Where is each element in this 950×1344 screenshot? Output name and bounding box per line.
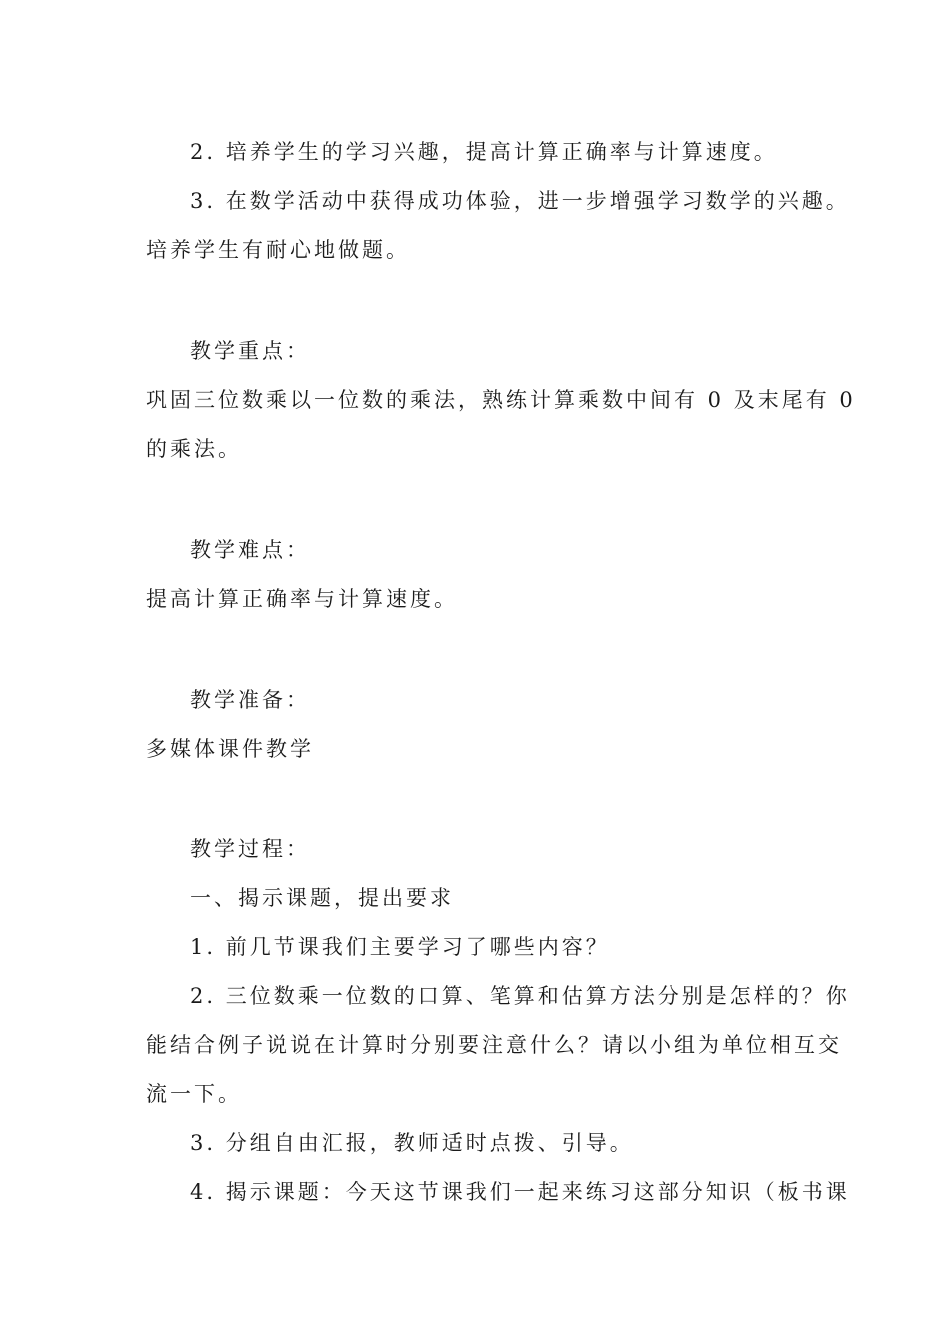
step-1: 1. 前几节课我们主要学习了哪些内容？ <box>190 935 610 959</box>
key-points-line-1: 巩固三位数乘以一位数的乘法，熟练计算乘数中间有 0 及末尾有 0 <box>146 388 856 412</box>
step-3: 3. 分组自由汇报，教师适时点拨、引导。 <box>190 1131 634 1155</box>
preparation-text: 多媒体课件教学 <box>146 737 314 761</box>
key-points-heading: 教学重点： <box>190 339 310 363</box>
difficulty-heading: 教学难点： <box>190 538 310 562</box>
goal-3-line-2: 培养学生有耐心地做题。 <box>146 238 410 262</box>
step-2-line-1: 2. 三位数乘一位数的口算、笔算和估算方法分别是怎样的？你 <box>190 984 850 1008</box>
key-points-line-2: 的乘法。 <box>146 437 242 461</box>
goal-3-line-1: 3. 在数学活动中获得成功体验，进一步增强学习数学的兴趣。 <box>190 189 850 213</box>
step-2-line-3: 流一下。 <box>146 1082 242 1106</box>
goal-2: 2. 培养学生的学习兴趣，提高计算正确率与计算速度。 <box>190 140 778 164</box>
process-heading: 教学过程： <box>190 837 310 861</box>
preparation-heading: 教学准备： <box>190 688 310 712</box>
difficulty-text: 提高计算正确率与计算速度。 <box>146 587 458 611</box>
section-1-title: 一、揭示课题，提出要求 <box>190 886 454 910</box>
step-4-line-1: 4. 揭示课题：今天这节课我们一起来练习这部分知识（板书课 <box>190 1180 850 1204</box>
step-2-line-2: 能结合例子说说在计算时分别要注意什么？请以小组为单位相互交 <box>146 1033 842 1057</box>
